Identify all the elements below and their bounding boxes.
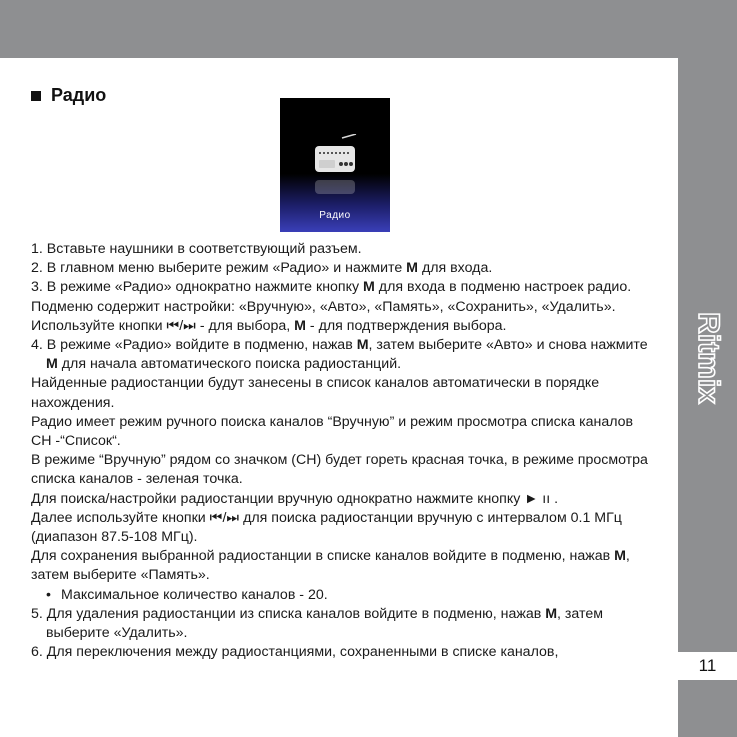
m-key: M [614,548,626,565]
step-5 [31,605,651,643]
step-4-tail: для начала автоматического поиска радиостанций. [57,356,402,373]
step-5-tail: , затем выберите «Удалить». [46,605,603,642]
para-interval: Далее используйте кнопки ⏮/⏭ для поиска радиостанции вручную с интервалом 0.1 МГц (диапазон 87.5-108 МГц). [31,509,622,546]
m-key: M [363,279,375,296]
section-heading [31,85,106,106]
m-key: M [294,317,306,334]
para-save [31,547,651,585]
device-screen [280,98,390,232]
bullet-text: Максимальное количество каналов - 20. [61,586,328,603]
step-4-text: 4. В режиме «Радио» войдите в подменю, нажав [31,337,357,354]
para-save-text: Для сохранения выбранной радиостанции в списке каналов войдите в подменю, нажав [31,548,615,565]
para-found: Найденные радиостанции будут занесены в список каналов автоматически в порядке нахождения. [31,375,600,411]
m-key: M [46,356,58,373]
section-title: Радио [51,85,107,105]
step-3 [31,278,651,297]
step-2 [31,259,651,278]
para-modes: Радио имеет режим ручного поиска каналов “Вручную” и режим просмотра списка каналов СН -“Список“. [31,413,634,450]
step-2-text: 2. В главном меню выберите режим «Радио» и нажмите [31,260,407,277]
bullet-square-icon [31,91,41,101]
radio-icon [312,134,358,180]
step-3-text: 3. В режиме «Радио» однократно нажмите кнопку [31,279,364,296]
page-number [678,652,737,680]
para-buttons-text: Используйте кнопки ⏮/⏭ - для выбора, [31,317,295,334]
bullet-max-channels [31,586,651,605]
page-number-text: 11 [698,656,717,675]
m-key: M [406,260,418,277]
brand-text: Ritmix [692,312,725,404]
para-save-tail: , затем выберите «Память». [31,548,630,584]
instructions [31,240,651,662]
step-6: 6. Для переключения между радиостанциями, сохраненными в списке каналов, [31,644,559,661]
para-dot: В режиме “Вручную” рядом со значком (СН) будет гореть красная точка, в режиме просмотра списка каналов - зеленая точка. [31,452,648,488]
para-manual: Для поиска/настройки радиостанции вручную однократно нажмите кнопку ► ıı . [31,490,559,507]
step-5-text: 5. Для удаления радиостанции из списка каналов войдите в подменю, нажав [31,605,546,622]
radio-icon-reflection [312,180,358,194]
m-key: M [356,337,369,354]
step-3-tail: для входа в подменю настроек радио. [374,279,632,296]
screen-label: Радио [319,210,351,221]
para-submenu: Подменю содержит настройки: «Вручную», «Авто», «Память», «Сохранить», «Удалить». [31,298,616,315]
step-4 [31,336,651,374]
ritmix-logo [676,302,737,414]
m-key: M [545,605,558,622]
step-1: 1. Вставьте наушники в соответствующий разъем. [31,241,362,257]
top-band [0,0,737,58]
bullet-dot-icon: • [46,586,51,603]
para-buttons [31,317,651,336]
para-buttons-tail: - для подтверждения выбора. [305,317,507,334]
step-4-mid: , затем выберите «Авто» и снова нажмите [368,337,648,354]
step-2-tail: для входа. [418,260,493,277]
